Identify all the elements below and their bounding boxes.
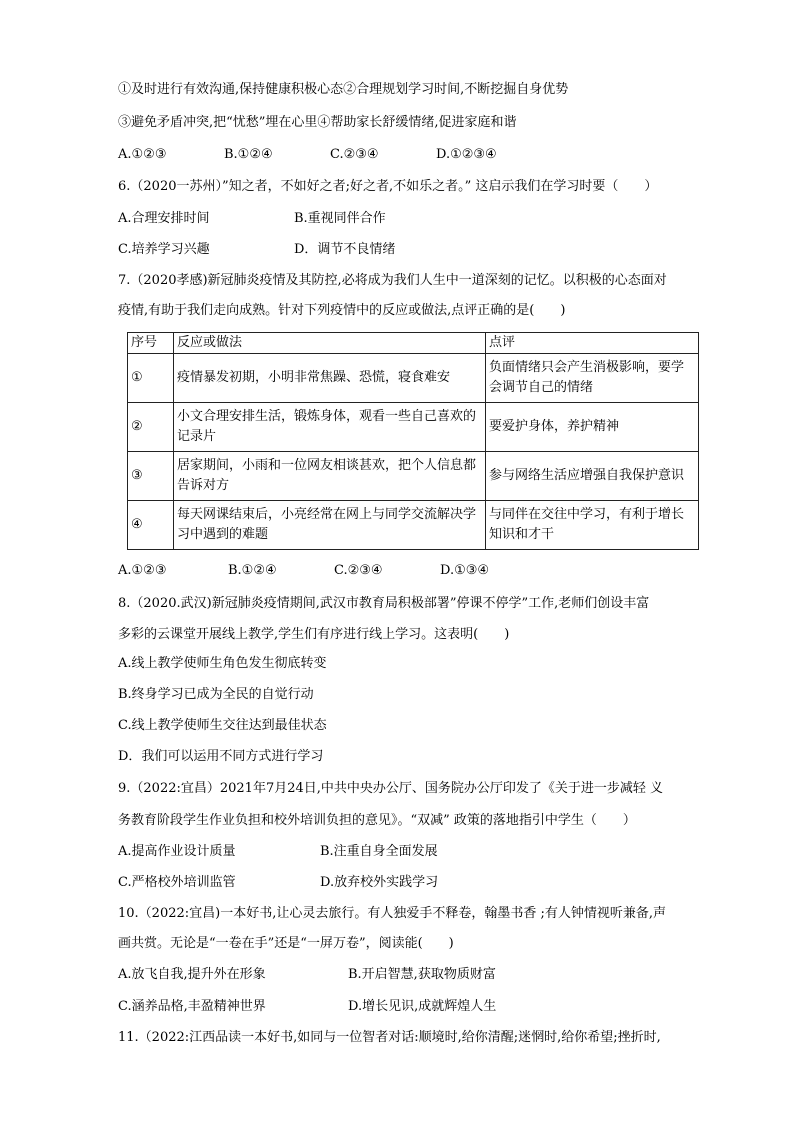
table-cell-action: 居家期间，小雨和一位网友相谈甚欢，把个人信息都告诉对方 [174, 452, 486, 501]
table-row [128, 452, 699, 501]
table-cell-number: ② [128, 403, 174, 452]
q7-table [127, 332, 699, 550]
table-row [128, 501, 699, 550]
q8-stem-line-2: 多彩的云课堂开展线上教学,学生们有序进行线上学习。这表明( ) [118, 627, 510, 642]
q9-option-d: D.放弃校外实践学习 [320, 875, 439, 890]
table-header-row [128, 333, 699, 354]
table-header-cell: 序号 [128, 333, 174, 354]
table-header-cell: 反应或做法 [174, 333, 486, 354]
q9-option-b: B.注重自身全面发展 [320, 844, 438, 859]
table-header-cell: 点评 [486, 333, 699, 354]
q6-stem: 6.（2020一苏州）”知之者，不如好之者;好之者,不如乐之者。” 这启示我们在学习时要（ ） [118, 179, 658, 194]
table-cell-comment: 负面情绪只会产生消极影响，要学会调节自己的情绪 [486, 354, 699, 403]
table-cell-comment: 参与网络生活应增强自我保护意识 [486, 452, 699, 501]
q6-option-d: D．调节不良情绪 [294, 242, 396, 257]
q7-option-d: D.①③④ [440, 563, 490, 578]
q6-option-a: A.合理安排时间 [118, 211, 210, 226]
intro-statement-2: ③避免矛盾冲突,把“忧愁”埋在心里④帮助家长舒缓情绪,促进家庭和谐 [118, 115, 517, 130]
q8-option-c: C.线上教学使师生交往达到最佳状态 [118, 718, 327, 733]
intro-statement-1: ①及时进行有效沟通,保持健康积极心态②合理规划学习时间,不断挖掘自身优势 [118, 82, 569, 97]
q9-option-a: A.提高作业设计质量 [118, 844, 236, 859]
q7-option-c: C.②③④ [334, 563, 383, 578]
q10-option-c: C.涵养品格,丰盈精神世界 [118, 999, 266, 1014]
q9-stem-line-1: 9.（2022:宜昌）2021年7月24日,中共中央办公厅、国务院办公厅印发了《关于进一步减轻 义 [118, 781, 664, 796]
intro-option-c: C.②③④ [330, 147, 379, 162]
q10-option-d: D.增长见识,成就辉煌人生 [348, 999, 497, 1014]
intro-option-d: D.①②③④ [436, 147, 497, 162]
q11-stem-line-1: 11.（2022:江西品读一本好书,如同与一位智者对话:顺境时,给你清醒;迷惘时,给你希望;挫折时, [118, 1030, 661, 1045]
q8-option-d: D．我们可以运用不同方式进行学习 [118, 749, 324, 764]
q10-option-b: B.开启智慧,获取物质财富 [348, 967, 496, 982]
q7-option-b: B.①②④ [228, 563, 277, 578]
q7-option-a: A.①②③ [118, 563, 167, 578]
q6-option-b: B.重视同伴合作 [294, 211, 386, 226]
q8-option-a: A.线上教学使师生角色发生彻底转变 [118, 656, 327, 671]
q7-stem-line-1: 7.（2020孝感)新冠肺炎疫情及其防控,必将成为我们人生中一道深刻的记忆。以积极的心态面对 [118, 273, 667, 288]
table-cell-number: ④ [128, 501, 174, 550]
q6-option-c: C.培养学习兴趣 [118, 242, 210, 257]
table-row [128, 403, 699, 452]
table-cell-comment: 与同伴在交往中学习，有利于增长知识和才干 [486, 501, 699, 550]
q10-option-a: A.放飞自我,提升外在形象 [118, 967, 266, 982]
q8-stem-line-1: 8.（2020.武汉)新冠肺炎疫情期间,武汉市教育局积极部署”停课不停学”工作,老师们创设丰富 [118, 596, 650, 611]
intro-option-a: A.①②③ [118, 147, 167, 162]
q9-stem-line-2: 务教育阶段学生作业负担和校外培训负担的意见》。“双减” 政策的落地指引中学生（ ） [118, 813, 636, 828]
table-cell-number: ① [128, 354, 174, 403]
q9-option-c: C.严格校外培训监管 [118, 875, 236, 890]
table-cell-action: 每天网课结束后，小亮经常在网上与同学交流解决学习中遇到的难题 [174, 501, 486, 550]
table-cell-action: 疫情暴发初期，小明非常焦躁、恐慌，寝食难安 [174, 354, 486, 403]
table-cell-comment: 要爱护身体，养护精神 [486, 403, 699, 452]
q10-stem-line-1: 10.（2022:宜昌)一本好书,让心灵去旅行。有人独爱手不释卷，翰墨书香 ;有人钟情视听兼备,声 [118, 906, 666, 921]
q8-option-b: B.终身学习已成为全民的自觉行动 [118, 687, 314, 702]
table-cell-action: 小文合理安排生活，锻炼身体，观看一些自己喜欢的记录片 [174, 403, 486, 452]
q7-stem-line-2: 疫情,有助于我们走向成熟。针对下列疫情中的反应或做法,点评正确的是( ) [118, 303, 566, 318]
table-cell-number: ③ [128, 452, 174, 501]
intro-option-b: B.①②④ [224, 147, 273, 162]
q10-stem-line-2: 画共赏。无论是“一卷在手”还是“一屏万卷”，阅读能( ) [118, 936, 454, 951]
table-row [128, 354, 699, 403]
